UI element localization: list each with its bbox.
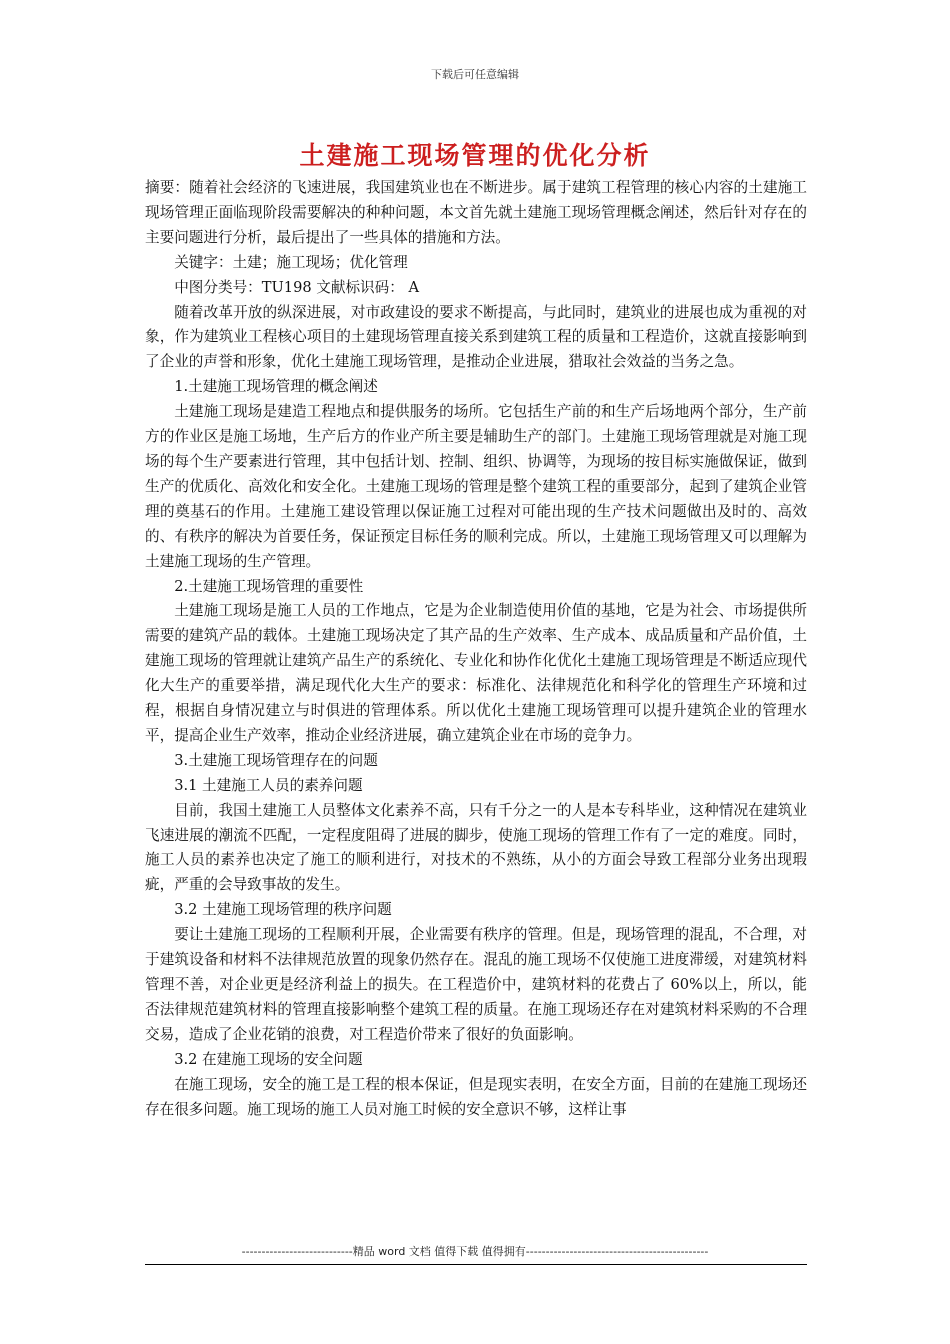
paragraph: 随着改革开放的纵深进展，对市政建设的要求不断提高，与此同时，建筑业的进展也成为重视的对象，作为建筑业工程核心项目的土建现场管理直接关系到建筑工程的质量和工程造价，这就直接影响到了企业的声誉和形象，优化土建施工现场管理，是推动企业进展，猎取社会效益的当务之急。 (145, 303, 807, 371)
paragraph-classification: 中图分类号：TU198 文献标识码： A (174, 278, 420, 296)
subsection-heading: 3.2 在建施工现场的安全问题 (174, 1050, 363, 1068)
section-heading: 1.土建施工现场管理的概念阐述 (174, 378, 378, 396)
header-note: 下载后可任意编辑 (431, 68, 519, 81)
paragraph: 土建施工现场是建造工程地点和提供服务的场所。它包括生产前的和生产后场地两个部分，生产前方的作业区是施工场地，生产后方的作业产所主要是辅助生产的部门。土建施工现场管理就是对施工现场的每个生产要素进行管理，其中包括计划、控制、组织、协调等，为现场的按目标实施做保证，做到生产的优质化、高效化和安全化。土建施工现场的管理是整个建筑工程的重要部分，起到了建筑企业管理的奠基石的作用。土建施工建设管理以保证施工过程对可能出现的生产技术问题做出及时的、高效的、有秩序的解决为首要任务，保证预定目标任务的顺利完成。所以，土建施工现场管理又可以理解为土建施工现场的生产管理。 (145, 403, 807, 570)
document-title: 土建施工现场管理的优化分析 (299, 141, 651, 170)
paragraph-abstract: 摘要：随着社会经济的飞速进展，我国建筑业也在不断进步。属于建筑工程管理的核心内容的土建施工现场管理正面临现阶段需要解决的种种问题，本文首先就土建施工现场管理概念阐述，然后针对存在的主要问题进行分析，最后提出了一些具体的措施和方法。 (145, 179, 807, 246)
paragraph: 目前，我国土建施工人员整体文化素养不高，只有千分之一的人是本专科毕业，这种情况在建筑业飞速进展的潮流不匹配，一定程度阻碍了进展的脚步，使施工现场的管理工作有了一定的难度。同时，施工人员的素养也决定了施工的顺利进行，对技术的不熟练，从小的方面会导致工程部分业务出现瑕疵，严重的会导致事故的发生。 (145, 801, 807, 894)
paragraph: 要让土建施工现场的工程顺利开展，企业需要有秩序的管理。但是，现场管理的混乱，不合理，对于建筑设备和材料不法律规范放置的现象仍然存在。混乱的施工现场不仅使施工进度滞缓，对建筑材料管理不善，对企业更是经济利益上的损失。在工程造价中，建筑材料的花费占了 60%以上，所以，能否法律规范建筑材料的管理直接影响整个建筑工程的质量。在施工现场还存在对建筑材料采购的不合理交易，造成了企业花销的浪费，对工程造价带来了很好的负面影响。 (145, 926, 807, 1043)
paragraph: 土建施工现场是施工人员的工作地点，它是为企业制造使用价值的基地，它是为社会、市场提供所需要的建筑产品的载体。土建施工现场决定了其产品的生产效率、生产成本、成品质量和产品价值，土建施工现场的管理就让建筑产品生产的系统化、专业化和协作化优化土建施工现场管理是不断适应现代化大生产的重要举措，满足现代化大生产的要求：标准化、法律规范化和科学化的管理生产环境和过程，根据自身情况建立与时俱进的管理体系。所以优化土建施工现场管理可以提升建筑企业的管理水平，提高企业生产效率，推动企业经济进展，确立建筑企业在市场的竞争力。 (145, 602, 807, 744)
subsection-heading: 3.2 土建施工现场管理的秩序问题 (174, 901, 392, 919)
document-body (145, 176, 807, 1122)
section-heading: 3.土建施工现场管理存在的问题 (174, 751, 378, 769)
footer-note: ----------------------------精品 word 文档 值得下载 值得拥有---------------------------------------------- (241, 1245, 709, 1258)
footer-divider (145, 1264, 807, 1265)
section-heading: 2.土建施工现场管理的重要性 (174, 577, 364, 595)
subsection-heading: 3.1 土建施工人员的素养问题 (174, 776, 363, 794)
paragraph: 在施工现场，安全的施工是工程的根本保证，但是现实表明，在安全方面，目前的在建施工现场还存在很多问题。施工现场的施工人员对施工时候的安全意识不够，这样让事 (145, 1075, 807, 1118)
paragraph-keywords: 关键字：土建；施工现场；优化管理 (174, 253, 408, 271)
